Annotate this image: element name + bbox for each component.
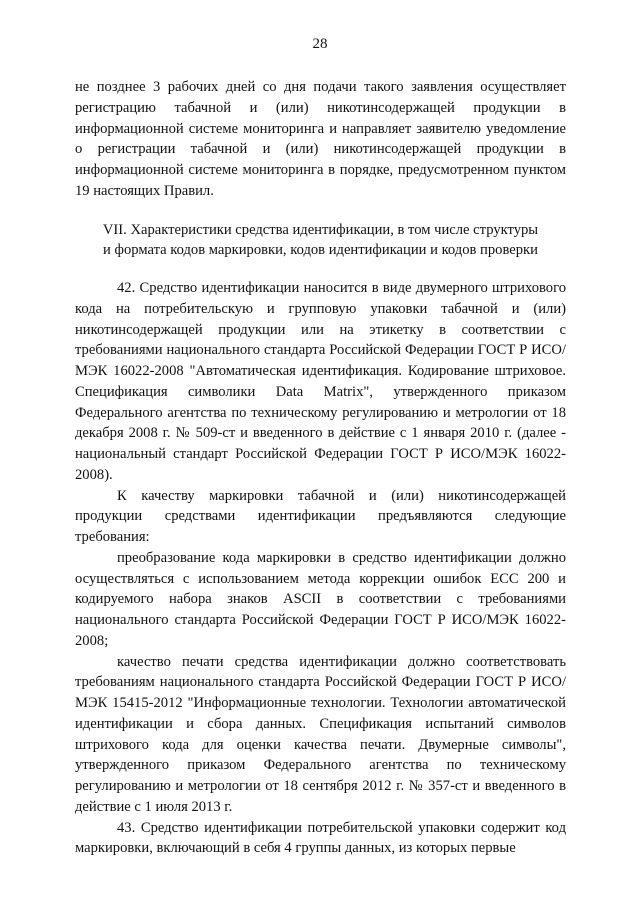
paragraph-requirement-print-quality: качество печати средства идентификации должно соответствовать требованиям национального стандарта Российской Федерации ГОСТ Р ИСО/МЭК 15415-2012 "Информационные технологии. Технологии автоматической идентификации и сбора данных. Спецификация испытаний символов штрихового кода для оценки качества печати. Двумерные символы", утвержденного приказом Федерального агентства по техническому регулированию и метрологии от 18 сентября 2012 г. № 357-ст и введенного в действие с 1 июля 2013 г. <box>75 653 566 815</box>
section-heading-line-2: и формата кодов маркировки, кодов идентификации и кодов проверки <box>103 242 538 259</box>
paragraph-requirements-intro: К качеству маркировки табачной и (или) никотинсодержащей продукции средствами идентификации предъявляются следующие требования: <box>75 487 566 545</box>
page-number: 28 <box>312 36 328 52</box>
section-heading-line-1: VII. Характеристики средства идентификации, в том числе структуры <box>102 221 539 238</box>
paragraph-42: 42. Средство идентификации наносится в виде двумерного штрихового кода на потребительскую и групповую упаковки табачной и (или) никотинсодержащей продукции или на этикетку в соответствии с требованиями национального стандарта Российской Федерации ГОСТ Р ИСО/МЭК 16022-2008 "Автоматическая идентификация. Кодирование штриховое. Спецификация символики Data Matrix", утвержденного приказом Федерального агентства по техническому регулированию и метрологии от 18 декабря 2008 г. № 509-ст и введенного в действие с 1 января 2010 г. (далее - национальный стандарт Российской Федерации ГОСТ Р ИСО/МЭК 16022-2008). <box>75 280 566 483</box>
paragraph-requirement-conversion: преобразование кода маркировки в средство идентификации должно осуществляться с использованием метода коррекции ошибок ECC 200 и кодируемого набора знаков ASCII в соответствии с требованиями национального стандарта Российской Федерации ГОСТ Р ИСО/МЭК 16022-2008; <box>75 549 566 649</box>
section-heading <box>75 220 566 262</box>
paragraph-43: 43. Средство идентификации потребительской упаковки содержит код маркировки, включающий в себя 4 группы данных, из которых первые <box>75 819 566 857</box>
paragraph-continuation: не позднее 3 рабочих дней со дня подачи такого заявления осуществляет регистрацию табачной и (или) никотинсодержащей продукции в информационной системе мониторинга и направляет заявителю уведомление о регистрации табачной и (или) никотинсодержащей продукции в информационной системе мониторинга в порядке, предусмотренном пунктом 19 настоящих Правил. <box>75 79 566 199</box>
document-body <box>75 77 566 859</box>
